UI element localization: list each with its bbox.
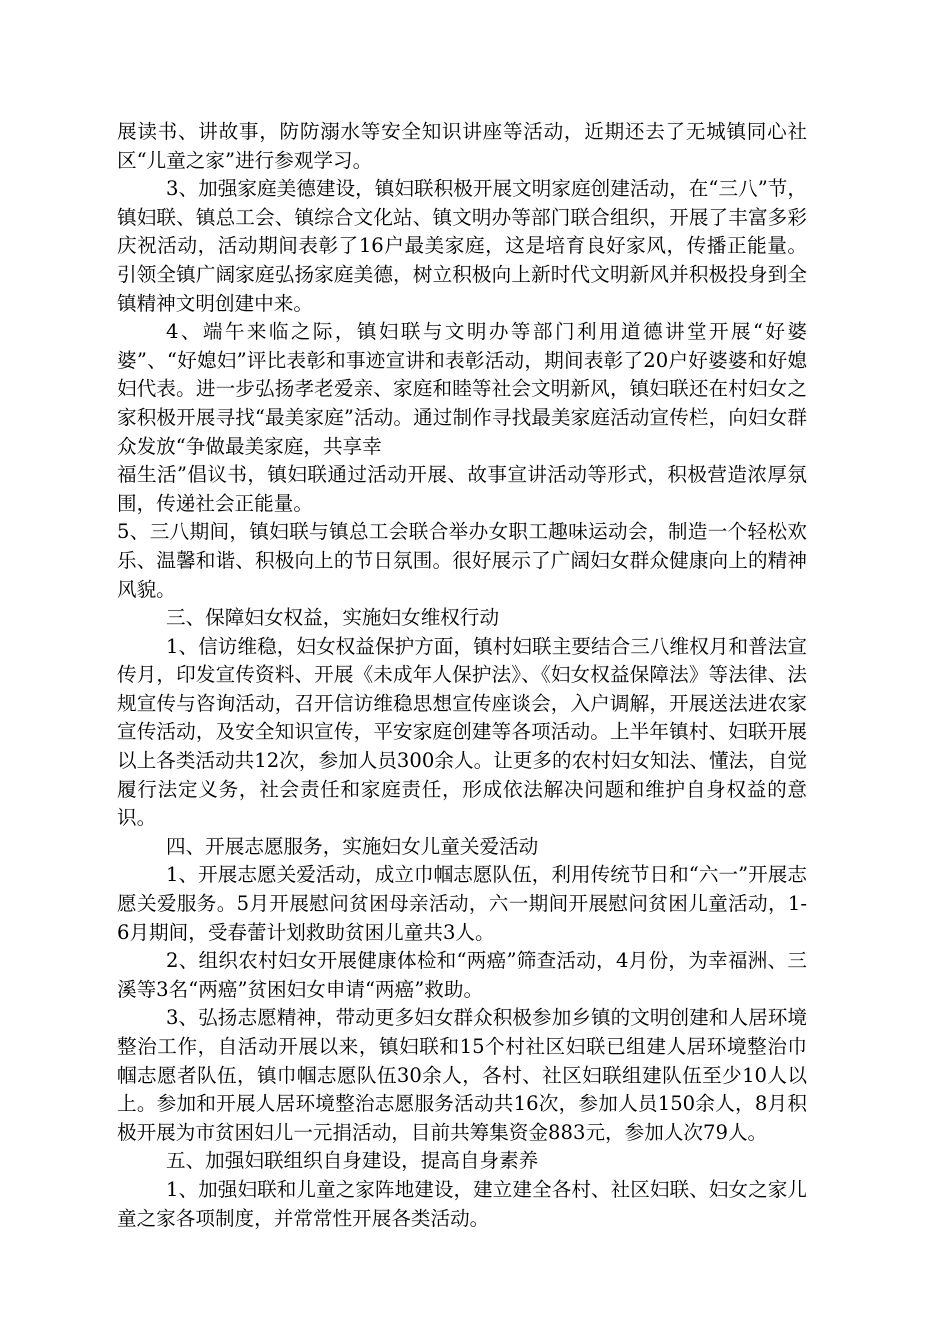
paragraph-health-screening: 2、组织农村妇女开展健康体检和“两癌”筛查活动，4月份，为幸福洲、三溪等3名“两癌”贫困妇女申请“两癌”救助。 (117, 949, 807, 1001)
paragraph-volunteer-care: 1、开展志愿关爱活动，成立巾帼志愿队伍，利用传统节日和“六一”开展志愿关爱服务。5月开展慰问贫困母亲活动，六一期间开展慰问贫困儿童活动，1-6月期间，受春蕾计划救助贫困儿童共3人。 (117, 863, 807, 944)
paragraph-family-virtue: 3、加强家庭美德建设，镇妇联积极开展文明家庭创建活动，在“三八”节，镇妇联、镇总工会、镇综合文化站、镇文明办等部门联合组织，开展了丰富多彩庆祝活动，活动期间表彰了16户最美家庭，这是培育良好家风，传播正能量。引领全镇广阔家庭弘扬家庭美德，树立积极向上新时代文明新风并积极投身到全镇精神文明创建中来。 (117, 177, 807, 315)
paragraph-volunteer-spirit: 3、弘扬志愿精神，带动更多妇女群众积极参加乡镇的文明创建和人居环境整治工作，自活动开展以来，镇妇联和15个村社区妇联已组建人居环境整治巾帼志愿者队伍，镇巾帼志愿队伍30余人，各村、社区妇联组建队伍至少10人以上。参加和开展人居环境整治志愿服务活动共16次，参加人员150余人，8月积极开展为市贫困妇儿一元捐活动，目前共筹集资金883元，参加人次79人。 (117, 1006, 807, 1144)
heading-section-five: 五、加强妇联组织自身建设，提高自身素养 (166, 1149, 539, 1173)
paragraph-happy-life-initiative: 福生活”倡议书，镇妇联通过活动开展、故事宣讲活动等形式，积极营造浓厚氛围，传递社会正能量。 (117, 463, 807, 515)
paragraph-continuation-reading: 展读书、讲故事，防防溺水等安全知识讲座等活动，近期还去了无城镇同心社区“儿童之家”进行参观学习。 (117, 120, 807, 172)
paragraph-petition-stability: 1、信访维稳，妇女权益保护方面，镇村妇联主要结合三八维权月和普法宣传月，印发宣传资料、开展《未成年人保护法》、《妇女权益保障法》等法律、法规宣传与咨询活动，召开信访维稳思想宣传座谈会，入户调解，开展送法进农家宣传活动，及安全知识宣传，平安家庭创建等各项活动。上半年镇村、妇联开展以上各类活动共12次，参加人员300余人。让更多的农村妇女知法、懂法，自觉履行法定义务，社会责任和家庭责任，形成依法解决问题和维护自身权益的意识。 (117, 634, 807, 830)
heading-section-three: 三、保障妇女权益，实施妇女维权行动 (166, 606, 500, 630)
heading-section-four: 四、开展志愿服务，实施妇女儿童关爱活动 (166, 834, 539, 858)
paragraph-position-building: 1、加强妇联和儿童之家阵地建设，建立建全各村、社区妇联、妇女之家儿童之家各项制度，并常常性开展各类活动。 (117, 1177, 807, 1230)
paragraph-womens-day-games: 5、三八期间，镇妇联与镇总工会联合举办女职工趣味运动会，制造一个轻松欢乐、温馨和谐、积极向上的节日氛围。很好展示了广阔妇女群众健康向上的精神风貌。 (117, 520, 807, 601)
paragraph-dragon-boat-festival: 4、端午来临之际，镇妇联与文明办等部门利用道德讲堂开展“好婆婆”、“好媳妇”评比表彰和事迹宣讲和表彰活动，期间表彰了20户好婆婆和好媳妇代表。进一步弘扬孝老爱亲、家庭和睦等社会文明新风，镇妇联还在村妇女之家积极开展寻找“最美家庭”活动。通过制作寻找最美家庭活动宣传栏，向妇女群众发放“争做最美家庭，共享幸 (117, 320, 807, 458)
body-text (117, 118, 807, 1233)
